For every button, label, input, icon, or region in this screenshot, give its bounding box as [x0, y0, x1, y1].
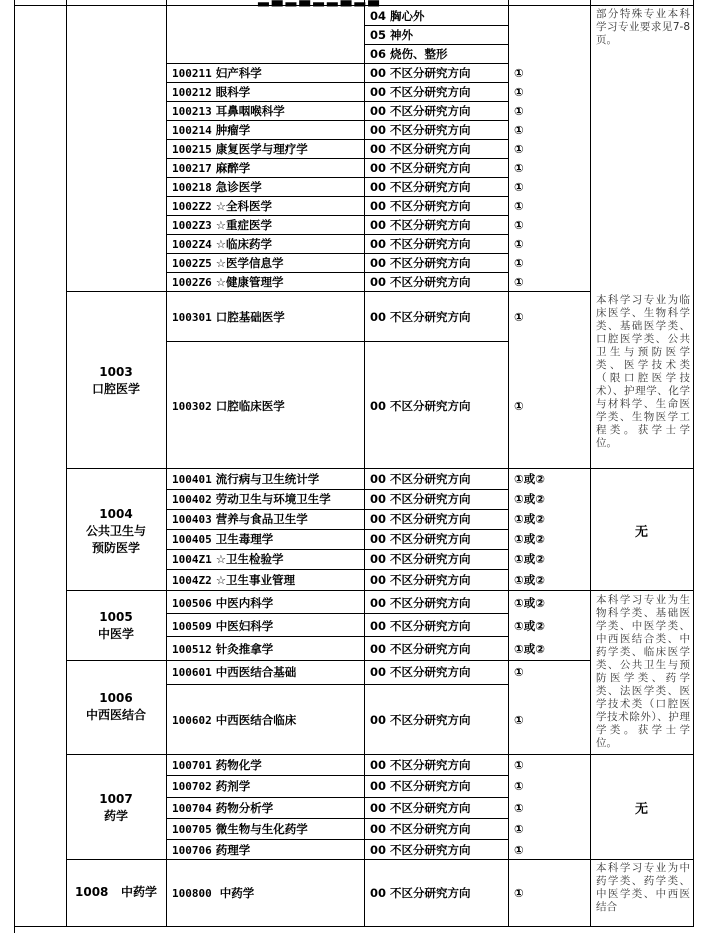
major-code-name	[172, 237, 272, 252]
research-direction: 00 不区分研究方向	[370, 104, 471, 118]
major-name: ☆临床药学	[215, 237, 273, 251]
exam-type: ①	[514, 275, 524, 289]
major-name: 卫生毒理学	[215, 532, 274, 546]
major-code: 100213	[172, 105, 212, 118]
major-code-name	[172, 275, 284, 290]
major-name: 康复医学与理疗学	[215, 142, 308, 156]
research-direction: 00 不区分研究方向	[370, 256, 471, 270]
research-direction: 00 不区分研究方向	[370, 822, 471, 836]
remark-1007: 无	[634, 802, 648, 817]
exam-type: ①或②	[514, 532, 545, 546]
exam-type: ①	[514, 399, 524, 413]
exam-type: ①或②	[514, 573, 545, 587]
research-direction: 00 不区分研究方向	[370, 596, 471, 610]
group-name-line2: 预防医学	[91, 541, 140, 555]
exam-type: ①	[514, 180, 524, 194]
major-code-name	[172, 532, 273, 547]
major-code-name	[172, 758, 262, 773]
exam-type: ①或②	[514, 492, 545, 506]
research-direction: 00 不区分研究方向	[370, 492, 471, 506]
major-code-name	[172, 713, 296, 728]
research-direction: 00 不区分研究方向	[370, 123, 471, 137]
exam-type: ①或②	[514, 619, 545, 633]
major-code: 100214	[172, 124, 212, 137]
major-code-name	[172, 256, 284, 271]
research-direction: 00 不区分研究方向	[370, 66, 471, 80]
group-code: 1004	[99, 507, 133, 521]
major-name: ☆健康管理学	[215, 275, 284, 289]
major-code: 100301	[172, 311, 212, 324]
group-code: 1005	[99, 610, 133, 624]
major-code-name	[172, 66, 262, 81]
major-name: 眼科学	[215, 85, 251, 99]
major-code: 100601	[172, 666, 212, 679]
major-code: 100302	[172, 400, 212, 413]
major-code: 100602	[172, 714, 212, 727]
major-name: 中西医结合临床	[215, 713, 297, 727]
exam-type: ①	[514, 886, 524, 900]
major-code: 100706	[172, 844, 212, 857]
research-direction: 00 不区分研究方向	[370, 199, 471, 213]
research-direction: 00 不区分研究方向	[370, 886, 471, 900]
research-direction: 00 不区分研究方向	[370, 713, 471, 727]
major-name: ☆全科医学	[215, 199, 273, 213]
major-code: 1002Z5	[172, 257, 212, 270]
research-direction: 00 不区分研究方向	[370, 472, 471, 486]
exam-type: ①	[514, 758, 524, 772]
research-direction: 00 不区分研究方向	[370, 758, 471, 772]
major-code: 100401	[172, 473, 212, 486]
group-1008	[66, 884, 166, 901]
exam-type: ①	[514, 199, 524, 213]
exam-type: ①	[514, 822, 524, 836]
research-direction: 00 不区分研究方向	[370, 801, 471, 815]
group-name-line1: 公共卫生与	[85, 524, 146, 538]
remark-1002: 部分特殊专业本科学习专业要求见7-8页。	[596, 8, 690, 46]
exam-type: ①	[514, 801, 524, 815]
major-code-name	[172, 512, 308, 527]
major-code: 1002Z6	[172, 276, 212, 289]
group-code: 1008	[75, 885, 109, 899]
direction-06: 06 烧伤、整形	[370, 47, 448, 61]
research-direction: 00 不区分研究方向	[370, 512, 471, 526]
major-code-name	[172, 619, 273, 634]
major-code: 100509	[172, 620, 212, 633]
major-code: 100701	[172, 759, 212, 772]
research-direction: 00 不区分研究方向	[370, 399, 471, 413]
research-direction: 00 不区分研究方向	[370, 642, 471, 656]
exam-type: ①或②	[514, 472, 545, 486]
major-code-name	[172, 180, 262, 195]
major-code: 1004Z2	[172, 574, 212, 587]
research-direction: 00 不区分研究方向	[370, 665, 471, 679]
major-name: 口腔基础医学	[215, 310, 285, 324]
exam-type: ①	[514, 161, 524, 175]
major-name: 针灸推拿学	[215, 642, 274, 656]
major-code-name	[172, 642, 273, 657]
major-name: 急诊医学	[215, 180, 262, 194]
major-code-name	[172, 218, 272, 233]
major-code: 1002Z4	[172, 238, 212, 251]
group-1006	[66, 690, 166, 724]
group-1004	[66, 506, 166, 557]
major-code-name	[172, 142, 308, 157]
major-code: 100402	[172, 493, 212, 506]
major-code-name	[172, 310, 285, 325]
major-code: 100212	[172, 86, 212, 99]
major-name: ☆卫生检验学	[215, 552, 284, 566]
exam-type: ①	[514, 66, 524, 80]
direction-04: 04 胸心外	[370, 9, 425, 23]
major-name: 药物化学	[215, 758, 262, 772]
exam-type: ①	[514, 665, 524, 679]
group-1005	[66, 609, 166, 643]
remark-1005-1006: 本科学习专业为生物科学类、基础医学类、中医学类、中西医结合类、中药学类、临床医学类、公共卫生与预防医学类、药学类、法医学类、医学技术类（口腔医学技术除外）、护理学类。获学士学位。	[596, 594, 690, 749]
research-direction: 00 不区分研究方向	[370, 310, 471, 324]
group-name: 中医学	[97, 627, 134, 641]
exam-type: ①	[514, 256, 524, 270]
major-name: ☆重症医学	[215, 218, 273, 232]
major-code: 100704	[172, 802, 212, 815]
major-code-name	[172, 104, 285, 119]
research-direction: 00 不区分研究方向	[370, 85, 471, 99]
research-direction: 00 不区分研究方向	[370, 532, 471, 546]
remark-1004: 无	[634, 525, 648, 540]
major-name: 药理学	[215, 843, 251, 857]
major-code: 100218	[172, 181, 212, 194]
remark-1008: 本科学习专业为中药学类、药学类、中医学类、中西医结合	[596, 862, 690, 913]
major-name: 肿瘤学	[215, 123, 251, 137]
major-code-name	[172, 123, 250, 138]
major-name: 麻醉学	[215, 161, 251, 175]
major-code: 100705	[172, 823, 212, 836]
group-code: 1003	[99, 365, 133, 379]
major-name: 妇产科学	[215, 66, 262, 80]
major-code-name	[172, 573, 295, 588]
major-code-name	[172, 85, 250, 100]
major-name: 中医妇科学	[215, 619, 274, 633]
major-code-name	[172, 399, 285, 414]
group-name: 中西医结合	[85, 708, 146, 722]
major-code-name	[172, 843, 250, 858]
research-direction: 00 不区分研究方向	[370, 275, 471, 289]
major-code-name	[172, 199, 272, 214]
exam-type: ①	[514, 713, 524, 727]
exam-type: ①	[514, 85, 524, 99]
major-code-name	[172, 492, 331, 507]
research-direction: 00 不区分研究方向	[370, 180, 471, 194]
major-name: 中西医结合基础	[215, 665, 297, 679]
exam-type: ①	[514, 142, 524, 156]
major-code: 1002Z2	[172, 200, 212, 213]
major-code-name	[172, 596, 273, 611]
direction-05: 05 神外	[370, 28, 414, 42]
group-code: 1007	[99, 792, 133, 806]
major-code: 100215	[172, 143, 212, 156]
major-code: 100405	[172, 533, 212, 546]
exam-type: ①或②	[514, 642, 545, 656]
research-direction: 00 不区分研究方向	[370, 161, 471, 175]
group-name: 中药学	[120, 885, 157, 899]
major-name: 流行病与卫生统计学	[215, 472, 320, 486]
major-name: 中药学	[219, 886, 255, 900]
major-code: 100512	[172, 643, 212, 656]
exam-type: ①	[514, 237, 524, 251]
major-code: 100800	[172, 887, 212, 900]
remark-1003: 本科学习专业为临床医学、生物科学类、基础医学类、口腔医学类、公共卫生与预防医学类、医学技术类（限口腔医学技术）、护理学、化学与材料学、生命医学类、生物医学工程类。获学士学位。	[596, 294, 690, 449]
major-code-name	[172, 822, 308, 837]
major-code-name	[172, 472, 319, 487]
exam-type: ①	[514, 843, 524, 857]
exam-type: ①或②	[514, 596, 545, 610]
exam-type: ①或②	[514, 512, 545, 526]
major-code-name	[172, 665, 296, 680]
research-direction: 00 不区分研究方向	[370, 237, 471, 251]
major-code-name	[172, 801, 273, 816]
major-code-name	[172, 552, 284, 567]
major-code-name	[172, 779, 250, 794]
major-name: ☆卫生事业管理	[215, 573, 296, 587]
research-direction: 00 不区分研究方向	[370, 142, 471, 156]
research-direction: 00 不区分研究方向	[370, 552, 471, 566]
major-code: 1002Z3	[172, 219, 212, 232]
major-name: 口腔临床医学	[215, 399, 285, 413]
major-code: 100506	[172, 597, 212, 610]
exam-type: ①	[514, 310, 524, 324]
research-direction: 00 不区分研究方向	[370, 573, 471, 587]
major-code: 100211	[172, 67, 212, 80]
major-name: 耳鼻咽喉科学	[215, 104, 285, 118]
major-code: 100702	[172, 780, 212, 793]
major-name: 微生物与生化药学	[215, 822, 308, 836]
major-code: 1004Z1	[172, 553, 212, 566]
major-name: 营养与食品卫生学	[215, 512, 308, 526]
major-name: 中医内科学	[215, 596, 274, 610]
major-name: ☆医学信息学	[215, 256, 284, 270]
major-code-name	[172, 161, 250, 176]
exam-type: ①	[514, 123, 524, 137]
major-code: 100403	[172, 513, 212, 526]
major-name: 药物分析学	[215, 801, 274, 815]
research-direction: 00 不区分研究方向	[370, 218, 471, 232]
group-name: 药学	[103, 809, 128, 823]
major-name: 劳动卫生与环境卫生学	[215, 492, 331, 506]
group-code: 1006	[99, 691, 133, 705]
group-1003	[66, 364, 166, 398]
major-name: 药剂学	[215, 779, 251, 793]
major-code: 100217	[172, 162, 212, 175]
research-direction: 00 不区分研究方向	[370, 619, 471, 633]
exam-type: ①或②	[514, 552, 545, 566]
exam-type: ①	[514, 218, 524, 232]
group-1007	[66, 791, 166, 825]
exam-type: ①	[514, 104, 524, 118]
research-direction: 00 不区分研究方向	[370, 779, 471, 793]
major-code-name	[172, 886, 254, 901]
research-direction: 00 不区分研究方向	[370, 843, 471, 857]
exam-type: ①	[514, 779, 524, 793]
group-name: 口腔医学	[91, 382, 140, 396]
